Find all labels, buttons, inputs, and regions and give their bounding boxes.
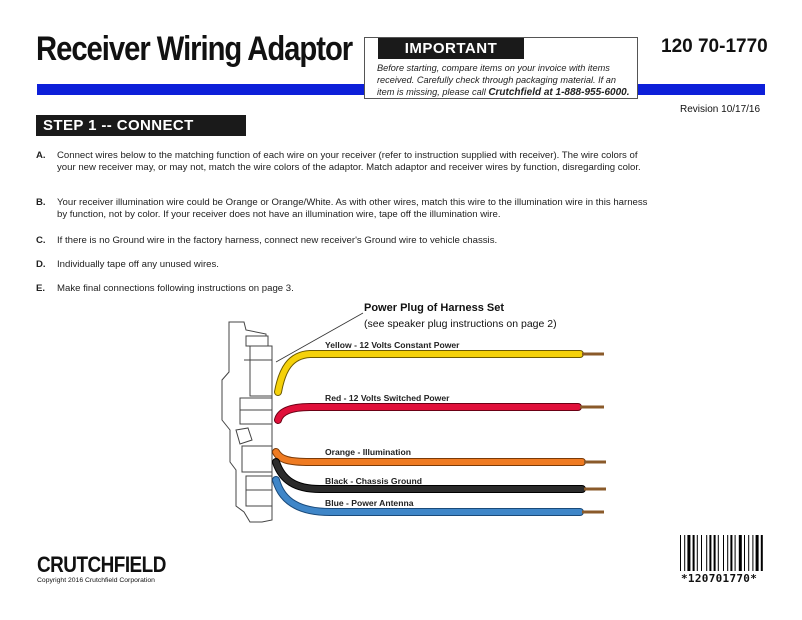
wire-label-yellow: Yellow - 12 Volts Constant Power (325, 340, 460, 350)
wire-black-fill (276, 462, 582, 489)
wire-red-fill (278, 407, 578, 420)
instruction-text: Make final connections following instructions on page 3. (57, 283, 294, 294)
instruction-text: If there is no Ground wire in the factory harness, connect new receiver's Ground wire to vehicle chassis. (57, 235, 498, 246)
plug-connector (222, 322, 272, 522)
crutchfield-logo: CRUTCHFIELD (37, 552, 166, 577)
important-phone: Crutchfield at 1-888-955-6000. (488, 87, 630, 98)
copyright-text: Copyright 2016 Crutchfield Corporation (37, 577, 155, 584)
instruction-text: Your receiver illumination wire could be Orange or Orange/White. As with other wires, match this wire to the illumination wire in this harness by function, not by color. If your receiver does not have an illumination wire, tape off the illumination wire. (57, 197, 648, 221)
instruction-text: Individually tape off any unused wires. (57, 259, 219, 270)
barcode-image (680, 535, 768, 571)
wire-orange-fill (276, 452, 582, 462)
wire-label-orange: Orange - Illumination (325, 447, 411, 457)
wire-blue (276, 480, 580, 512)
instruction-letter: C. (36, 235, 46, 246)
diagram-title: Power Plug of Harness Set (364, 302, 504, 314)
wire-yellow (278, 354, 580, 392)
diagram-subtitle: (see speaker plug instructions on page 2) (364, 318, 557, 330)
instruction-letter: D. (36, 259, 46, 270)
instruction-letter: A. (36, 150, 46, 161)
wire-blue-fill (276, 480, 580, 512)
wire-black (276, 462, 582, 489)
barcode-text: *120701770* (681, 572, 758, 585)
wire-label-red: Red - 12 Volts Switched Power (325, 393, 450, 403)
document-title: Receiver Wiring Adaptor (36, 30, 353, 68)
instruction-letter: B. (36, 197, 46, 208)
wire-yellow-fill (278, 354, 580, 392)
revision-date: Revision 10/17/16 (680, 104, 761, 115)
instruction-text: Connect wires below to the matching function of each wire on your receiver (refer to instruction supplied with receiver). The wire colors of your new receiver may, or may not, match the wire colors of the adaptor. Match adaptor and receiver wires by function, disregarding color. (57, 150, 641, 174)
part-number: 120 70-1770 (661, 36, 768, 57)
instruction-letter: E. (36, 283, 46, 294)
important-body: Before starting, compare items on your invoice with items received. Carefully check through packaging material. If an item is missing, please call (377, 63, 617, 97)
important-heading: IMPORTANT (378, 38, 524, 59)
step-heading: STEP 1 -- CONNECT WIRES (36, 115, 246, 136)
wire-label-blue: Blue - Power Antenna (325, 498, 414, 508)
wire-label-black: Black - Chassis Ground (325, 476, 422, 486)
